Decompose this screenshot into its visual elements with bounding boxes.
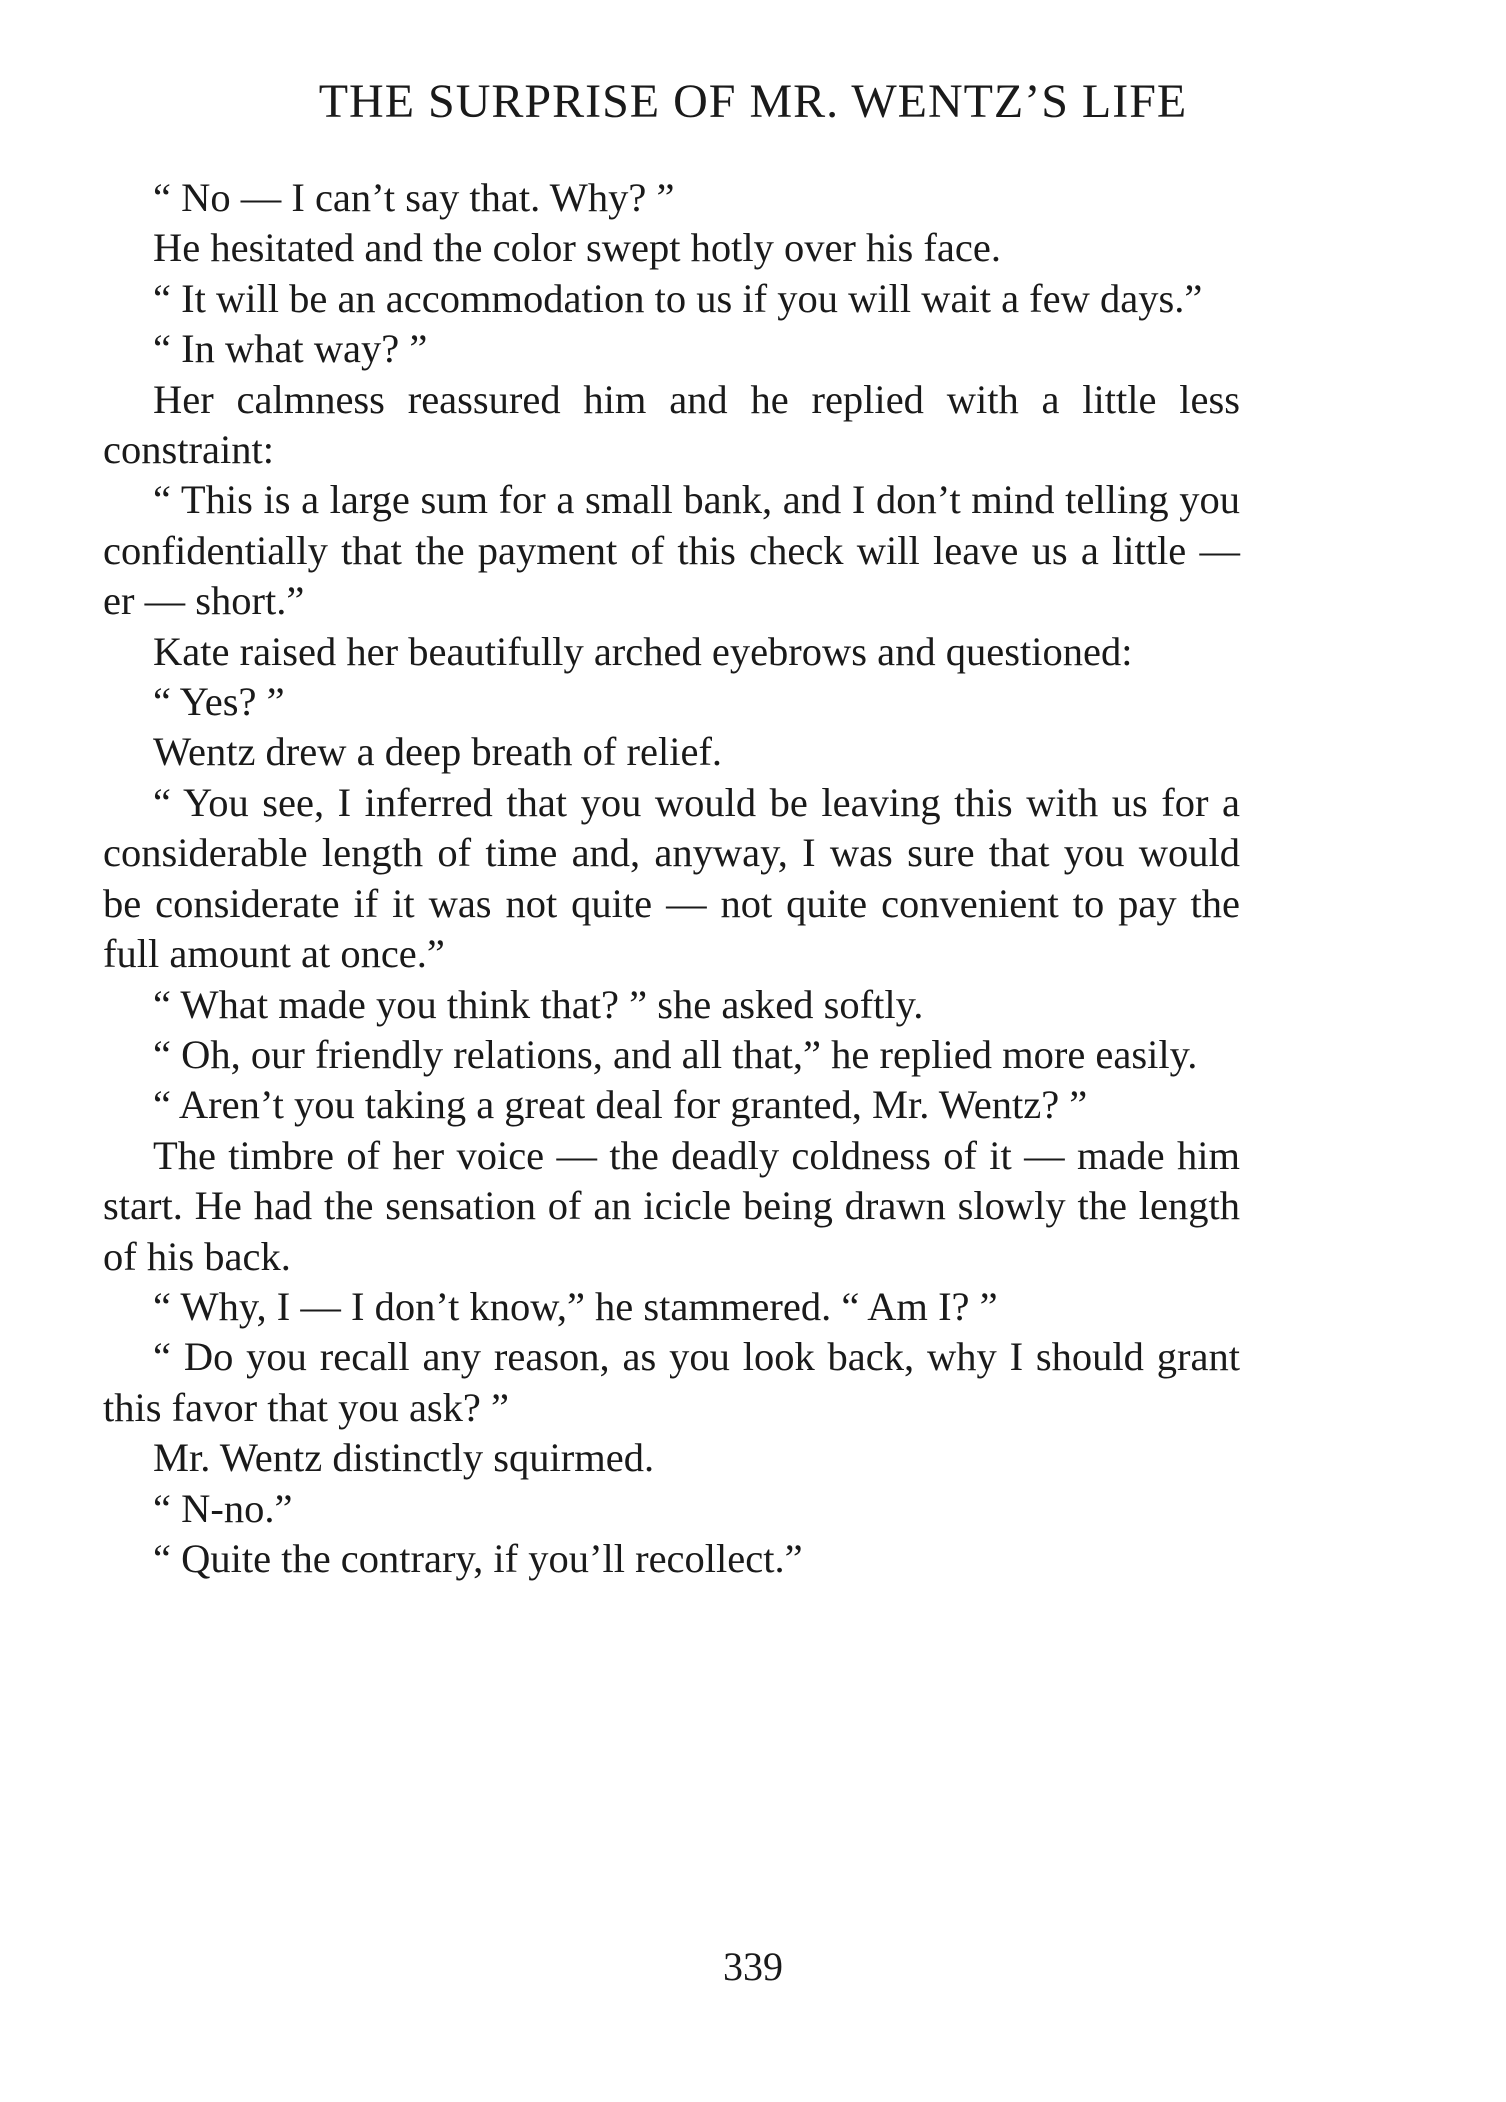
running-head: THE SURPRISE OF MR. WENTZ’S LIFE xyxy=(318,75,1188,128)
page-number: 339 xyxy=(723,1944,783,1989)
paragraph: “ Aren’t you taking a great deal for granted, Mr. Wentz? ” xyxy=(153,1082,1088,1128)
paragraph: “ This is a large sum for a small bank, and I don’t mind telling you confidentially that the payment of this check will leave us a little — er — short.” xyxy=(103,477,1240,624)
paragraph: “ Why, I — I don’t know,” he stammered. “ Am I? ” xyxy=(153,1283,998,1329)
paragraph: He hesitated and the color swept hotly over his face. xyxy=(153,225,1001,271)
paragraph: “ Yes? ” xyxy=(153,679,285,725)
paragraph: “ You see, I inferred that you would be leaving this with us for a considerable length of time and, anyway, I was sure that you would be considerate if it was not quite — not quite convenient to pay the full amount at once.” xyxy=(103,779,1240,977)
paragraph: “ Oh, our friendly relations, and all that,” he replied more easily. xyxy=(153,1031,1198,1077)
paragraph: Kate raised her beautifully arched eyebrows and questioned: xyxy=(153,628,1133,674)
paragraph: Her calmness reassured him and he replied with a little less constraint: xyxy=(103,376,1240,473)
paragraph: Wentz drew a deep breath of relief. xyxy=(153,729,723,775)
paragraph: “ In what way? ” xyxy=(153,326,428,372)
paragraph: “ What made you think that? ” she asked softly. xyxy=(153,981,924,1027)
paragraph: Mr. Wentz distinctly squirmed. xyxy=(153,1435,655,1481)
paragraph: The timbre of her voice — the deadly coldness of it — made him start. He had the sensation of an icicle being drawn slowly the length of his back. xyxy=(103,1132,1240,1279)
paragraph: “ No — I can’t say that. Why? ” xyxy=(153,175,675,220)
paragraph: “ Do you recall any reason, as you look back, why I should grant this favor that you ask? ” xyxy=(103,1334,1240,1430)
paragraph: “ Quite the contrary, if you’ll recollect.” xyxy=(153,1535,803,1581)
body-text xyxy=(103,173,1240,1584)
paragraph: “ N-no.” xyxy=(153,1485,293,1531)
paragraph: “ It will be an accommodation to us if you will wait a few days.” xyxy=(153,275,1203,321)
